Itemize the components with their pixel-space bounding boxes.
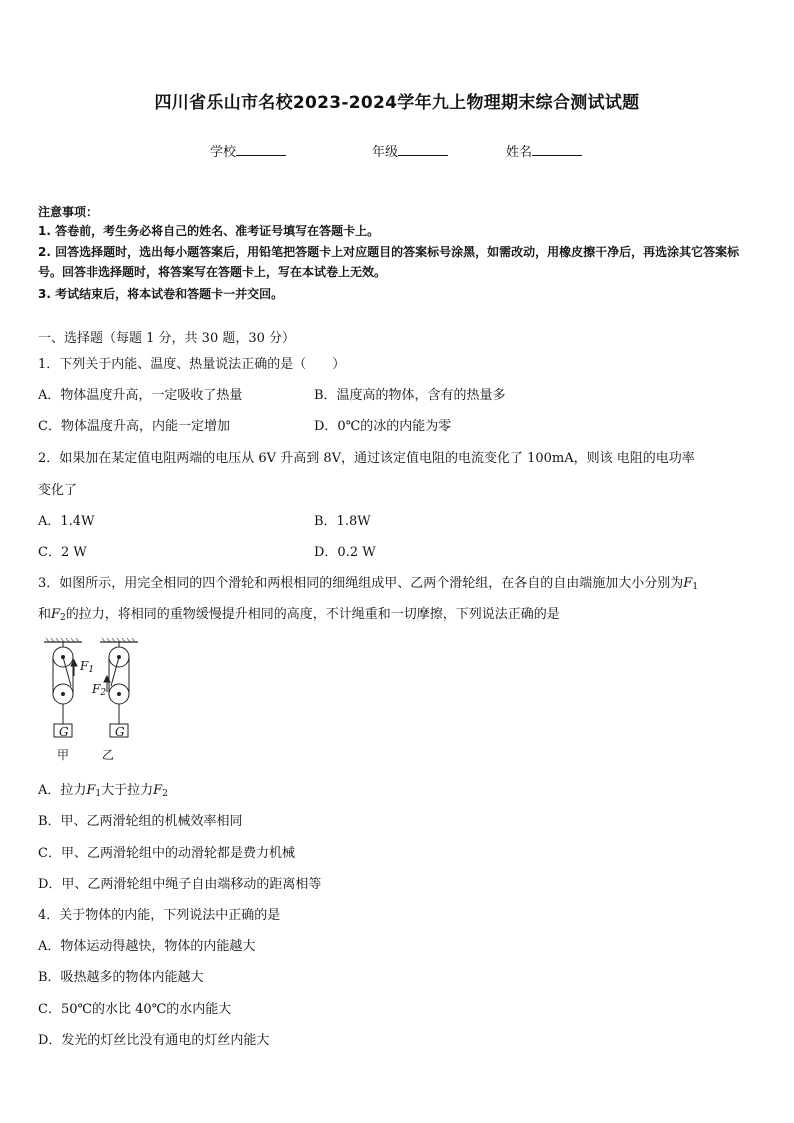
page-title: 四川省乐山市名校2023-2024学年九上物理期末综合测试试题 (154, 93, 640, 113)
pulley-diagram (38, 636, 148, 766)
pulley-system-jia (53, 642, 77, 737)
q1-option-b: B．温度高的物体，含有的热量多 (314, 388, 506, 403)
q3-option-a: A．拉力$F_1$大于拉力$F_2$ (38, 783, 168, 799)
grade-label: 年级 (372, 145, 399, 160)
ceiling-jia (44, 638, 82, 642)
notice-item-number: 3. (38, 287, 51, 301)
q3-option-c: C．甲、乙两滑轮组中的动滑轮都是费力机械 (38, 846, 295, 861)
q2-stem-line2: 变化了 (38, 483, 78, 498)
figure-label-jia: 甲 (57, 748, 70, 762)
q3-option-b: B．甲、乙两滑轮组的机械效率相同 (38, 814, 243, 829)
q1-stem: 1．下列关于内能、温度、热量说法正确的是（ ） (38, 357, 346, 372)
q2-option-d: D．0.2 W (314, 545, 376, 560)
q3-stem-part2: 和 (38, 607, 52, 622)
q4-option-c: C．50℃的水比 40℃的水内能大 (38, 1002, 232, 1017)
q3-stem-line1 (38, 572, 698, 592)
notice-item-text: 回答选择题时，选出每小题答案后，用铅笔把答题卡上对应题目的答案标号涂黑，如需改动，用橡皮擦干净后，再选涂其它答案标号。回答非选择题时，将答案写在答题卡上，写在本试卷上无效。 (38, 245, 740, 279)
q3-f1-subscript: 1 (692, 582, 699, 592)
name-blank (532, 142, 582, 156)
pulley-system-yi (104, 642, 129, 737)
q3-f2-symbol: F (51, 607, 61, 622)
q4-option-b: B．吸热越多的物体内能越大 (38, 970, 204, 985)
q4-option-d: D．发光的灯丝比没有通电的灯丝内能大 (38, 1033, 270, 1048)
notice-item-number: 1. (38, 224, 51, 238)
school-field (210, 141, 286, 160)
weight-label-yi: G (115, 725, 125, 739)
name-label: 姓名 (506, 145, 533, 160)
name-field (506, 141, 582, 160)
pulley-figure (38, 636, 148, 766)
notice-item-3 (38, 284, 758, 304)
school-blank (236, 142, 286, 156)
q3-option-d: D．甲、乙两滑轮组中绳子自由端移动的距离相等 (38, 877, 322, 892)
force-f1-label: $F_1$ (80, 659, 95, 675)
notice-item-text: 答卷前，考生务必将自己的姓名、准考证号填写在答题卡上。 (55, 224, 380, 238)
notice-item-2 (38, 242, 758, 282)
grade-field (372, 141, 448, 160)
force-f2-label: $F_2$ (92, 682, 107, 698)
q2-option-a: A．1.4W (38, 514, 95, 529)
weight-label-jia: G (59, 725, 69, 739)
q2-option-b: B．1.8W (314, 514, 371, 529)
notice-item-number: 2. (38, 245, 51, 259)
q3-stem-part3: 的拉力，将相同的重物缓慢提升相同的高度，不计绳重和一切摩擦，下列说法正确的是 (65, 607, 560, 622)
student-info-row (0, 141, 794, 159)
q2-stem-line1: 2．如果加在某定值电阻两端的电压从 6V 升高到 8V，通过该定值电阻的电流变化了 100mA，则该 电阻的电功率 (38, 451, 695, 466)
q2-option-c: C．2 W (38, 545, 87, 560)
grade-blank (398, 142, 448, 156)
q3-stem-line2 (38, 603, 560, 623)
q1-option-c: C．物体温度升高，内能一定增加 (38, 419, 230, 434)
q1-option-a: A．物体温度升高，一定吸收了热量 (38, 388, 243, 403)
q4-option-a: A．物体运动得越快，物体的内能越大 (38, 939, 256, 954)
notice-item-text: 考试结束后，将本试卷和答题卡一并交回。 (55, 287, 284, 301)
q4-stem: 4．关于物体的内能，下列说法中正确的是 (38, 908, 281, 923)
q3-stem-part1: 3．如图所示，用完全相同的四个滑轮和两根相同的细绳组成甲、乙两个滑轮组，在各自的自由端施加大小分别为 (38, 576, 684, 591)
notice-item-1 (38, 221, 758, 241)
q3-f1-symbol: F (683, 576, 693, 591)
school-label: 学校 (210, 145, 237, 160)
ceiling-yi (100, 638, 138, 642)
figure-label-yi: 乙 (102, 748, 115, 762)
q1-option-d: D．0℃的冰的内能为零 (314, 419, 452, 434)
notice-title: 注意事项： (38, 205, 99, 219)
q3-f2-subscript: 2 (60, 613, 66, 623)
section-heading: 一、选择题（每题 1 分，共 30 题，30 分） (38, 331, 296, 346)
